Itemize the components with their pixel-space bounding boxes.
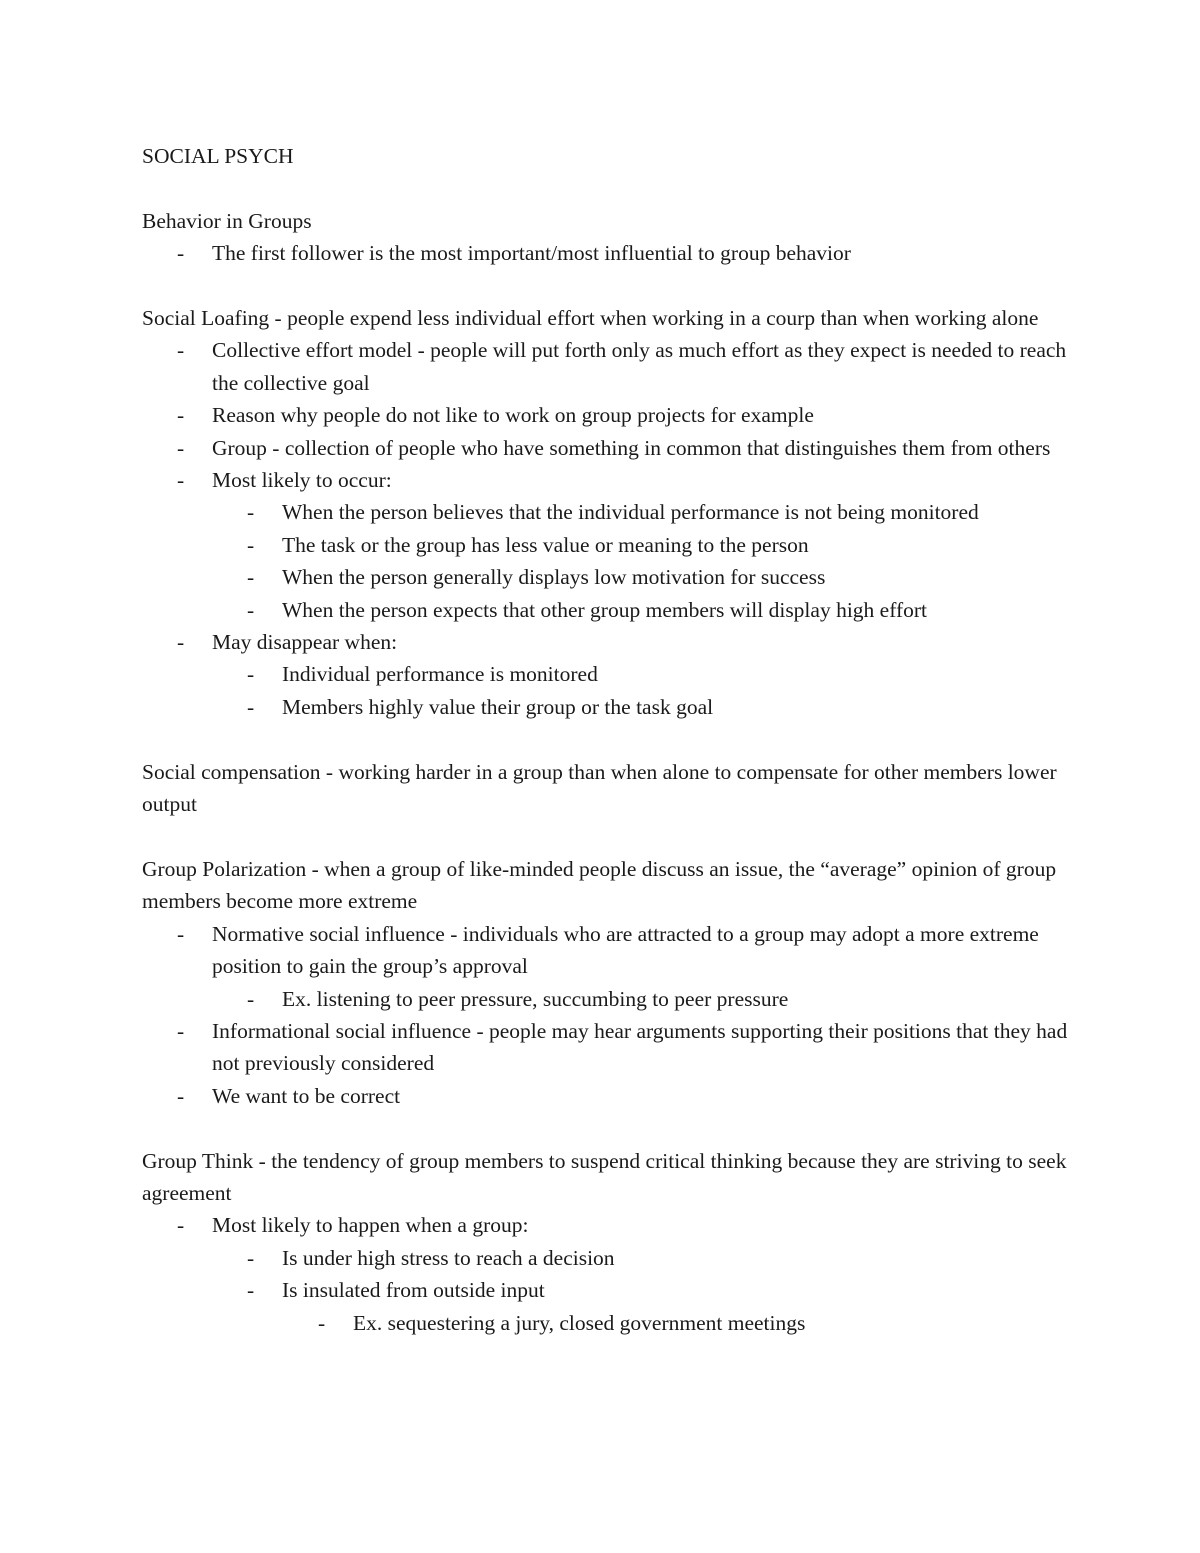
bullet-dash: - xyxy=(247,597,255,622)
bullet-dash: - xyxy=(177,1213,185,1238)
list-item: - When the person generally displays low motivation for success xyxy=(142,561,1082,593)
list-item: - The task or the group has less value or meaning to the person xyxy=(142,529,1082,561)
document-page xyxy=(142,140,1082,1339)
list-item: - Is insulated from outside input xyxy=(142,1274,1082,1306)
list-item: - Most likely to occur: xyxy=(142,464,1082,496)
bullet-dash: - xyxy=(177,241,185,266)
bullet-dash: - xyxy=(247,986,255,1011)
bullet-dash: - xyxy=(247,500,255,525)
list-item: - Individual performance is monitored xyxy=(142,658,1082,690)
bullet-dash: - xyxy=(318,1310,326,1335)
bullet-dash: - xyxy=(247,1245,255,1270)
bullet-dash: - xyxy=(247,565,255,590)
list-item: - Reason why people do not like to work on group projects for example xyxy=(142,399,1082,431)
list-item: - Informational social influence - people may hear arguments supporting their positions that they had not previously considered xyxy=(142,1015,1082,1080)
section-social-loafing xyxy=(142,302,1082,723)
section-heading: Social Loafing - people expend less individual effort when working in a courp than when working alone xyxy=(142,306,1039,330)
list-item: - The first follower is the most important/most influential to group behavior xyxy=(142,237,1082,269)
bullet-dash: - xyxy=(247,532,255,557)
bullet-dash: - xyxy=(177,338,185,363)
section-heading: Behavior in Groups xyxy=(142,208,312,233)
list-item: - Ex. sequestering a jury, closed government meetings xyxy=(142,1307,1082,1339)
section-social-compensation xyxy=(142,756,1082,821)
list-item: - When the person believes that the individual performance is not being monitored xyxy=(142,496,1082,528)
list-item: - Members highly value their group or the task goal xyxy=(142,691,1082,723)
bullet-dash: - xyxy=(247,662,255,687)
list-item: - We want to be correct xyxy=(142,1080,1082,1112)
section-group-think xyxy=(142,1145,1082,1339)
list-item: - Most likely to happen when a group: xyxy=(142,1209,1082,1241)
list-item: - Collective effort model - people will put forth only as much effort as they expect is needed to reach the collective goal xyxy=(142,334,1082,399)
document-title: SOCIAL PSYCH xyxy=(142,144,294,168)
list-item: - Ex. listening to peer pressure, succumbing to peer pressure xyxy=(142,983,1082,1015)
bullet-dash: - xyxy=(177,435,185,460)
list-item: - Is under high stress to reach a decision xyxy=(142,1242,1082,1274)
list-item: - May disappear when: xyxy=(142,626,1082,658)
section-behavior-in-groups xyxy=(142,205,1082,270)
list-item: - When the person expects that other group members will display high effort xyxy=(142,594,1082,626)
list-item: - Group - collection of people who have something in common that distinguishes them from others xyxy=(142,432,1082,464)
bullet-dash: - xyxy=(177,1083,185,1108)
bullet-dash: - xyxy=(247,1278,255,1303)
bullet-dash: - xyxy=(247,694,255,719)
bullet-dash: - xyxy=(177,630,185,655)
list-item: - Normative social influence - individuals who are attracted to a group may adopt a more extreme position to gain the group’s approval xyxy=(142,918,1082,983)
section-heading: Social compensation - working harder in a group than when alone to compensate for other members lower output xyxy=(142,759,1057,817)
bullet-dash: - xyxy=(177,921,185,946)
bullet-dash: - xyxy=(177,1018,185,1043)
bullet-dash: - xyxy=(177,403,185,428)
section-heading: Group Polarization - when a group of like-minded people discuss an issue, the “average” opinion of group members become more extreme xyxy=(142,856,1057,914)
section-group-polarization xyxy=(142,853,1082,1112)
section-heading: Group Think - the tendency of group members to suspend critical thinking because they are striving to seek agreement xyxy=(142,1148,1067,1205)
bullet-dash: - xyxy=(177,468,185,493)
